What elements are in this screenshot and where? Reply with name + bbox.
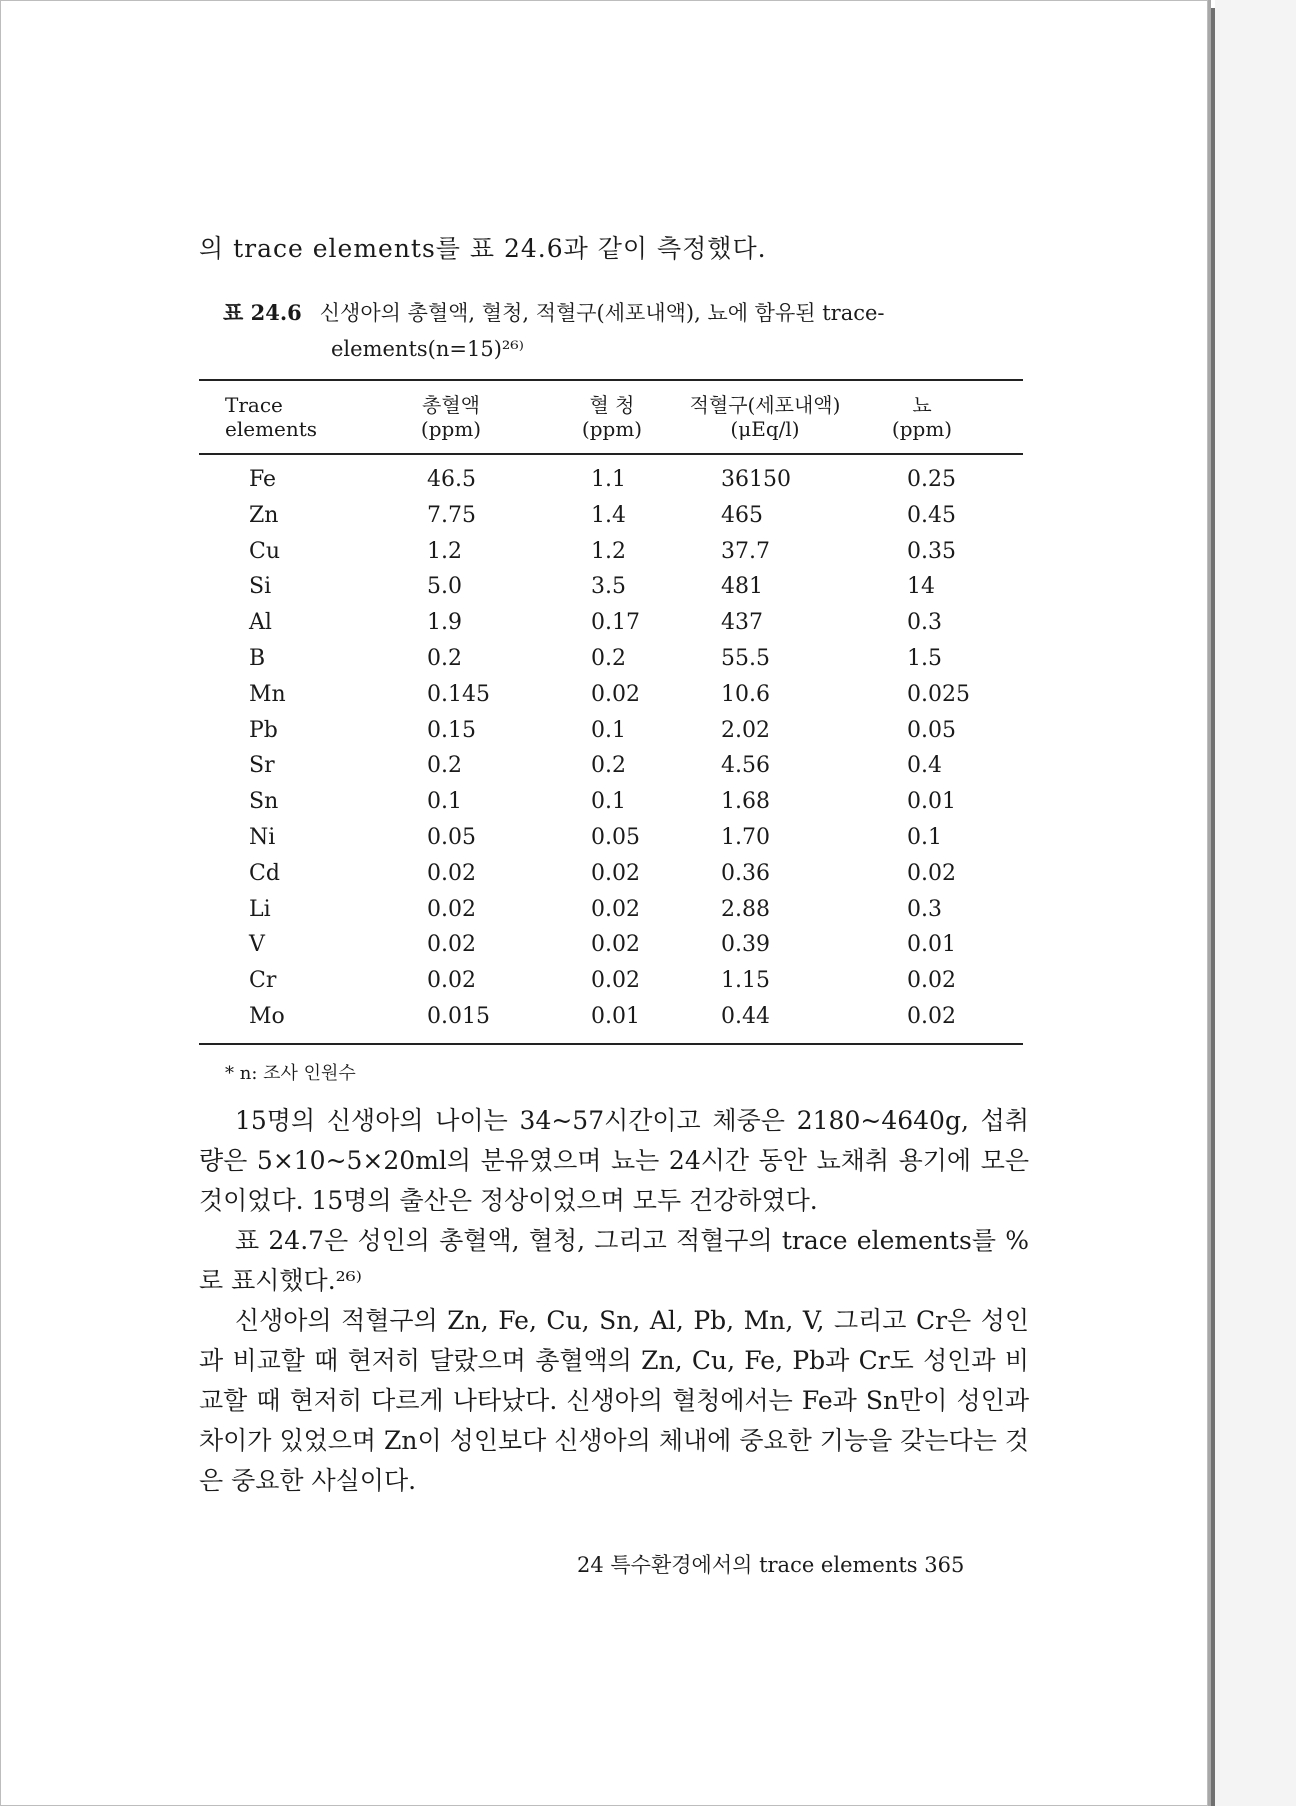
table-footnote: * n: 조사 인원수 bbox=[225, 1063, 356, 1084]
cell-serum: 0.05 bbox=[591, 825, 640, 850]
cell-serum: 0.01 bbox=[591, 1004, 640, 1029]
cell-serum: 1.1 bbox=[591, 467, 626, 492]
cell-whole-blood: 7.75 bbox=[427, 502, 476, 528]
cell-element: Cu bbox=[249, 538, 281, 564]
cell-serum: 1.2 bbox=[591, 538, 626, 564]
cell-element: Sn bbox=[249, 789, 279, 815]
cell-element: Pb bbox=[249, 717, 278, 743]
cell-whole-blood: 1.9 bbox=[427, 610, 462, 636]
cell-red-cells: 1.15 bbox=[721, 968, 770, 994]
cell-serum: 0.2 bbox=[591, 753, 626, 779]
cell-urine: 0.3 bbox=[907, 610, 942, 636]
cell-serum: 0.17 bbox=[591, 610, 640, 636]
col-header-whole-blood: 총혈액 (ppm) bbox=[420, 393, 482, 441]
cell-element: Li bbox=[249, 896, 271, 922]
cell-red-cells: 36150 bbox=[721, 467, 791, 492]
table-row bbox=[1, 539, 1101, 571]
col-header-serum: 혈 청 (ppm) bbox=[581, 393, 643, 441]
table-row bbox=[1, 968, 1101, 1000]
table-row bbox=[1, 1004, 1101, 1036]
paragraph-1: 15명의 신생아의 나이는 34~57시간이고 체중은 2180~4640g, 섭취량은 5×10~5×20ml의 분유였으며 뇨는 24시간 동안 뇨채취 용기에 모은 것이었다. 15명의 출산은 정상이었으며 모두 건강하였다. bbox=[199, 1106, 1029, 1215]
cell-urine: 0.4 bbox=[907, 753, 942, 779]
cell-element: Mo bbox=[249, 1004, 285, 1029]
cell-urine: 14 bbox=[907, 574, 935, 600]
cell-serum: 0.1 bbox=[591, 789, 626, 815]
cell-whole-blood: 5.0 bbox=[427, 574, 462, 600]
cell-serum: 0.02 bbox=[591, 860, 640, 886]
cell-whole-blood: 0.015 bbox=[427, 1004, 490, 1029]
col-header-elements: Trace elements bbox=[225, 393, 318, 441]
paragraph-2: 표 24.7은 성인의 총혈액, 혈청, 그리고 적혈구의 trace elements를 %로 표시했다.²⁶⁾ bbox=[199, 1226, 1029, 1295]
table-caption-line2: elements(n=15)²⁶⁾ bbox=[331, 337, 524, 361]
cell-serum: 0.02 bbox=[591, 681, 640, 707]
table-row bbox=[1, 825, 1101, 857]
cell-element: Fe bbox=[249, 467, 277, 492]
cell-urine: 0.3 bbox=[907, 896, 942, 922]
cell-serum: 0.02 bbox=[591, 896, 640, 922]
cell-whole-blood: 0.145 bbox=[427, 681, 490, 707]
cell-urine: 0.02 bbox=[907, 1004, 956, 1029]
col-header-urine: 뇨 (ppm) bbox=[891, 393, 953, 441]
table-row bbox=[1, 503, 1101, 535]
cell-whole-blood: 0.15 bbox=[427, 717, 476, 743]
cell-urine: 0.1 bbox=[907, 825, 942, 850]
cell-element: Cr bbox=[249, 968, 277, 994]
cell-urine: 0.025 bbox=[907, 681, 970, 707]
table-bottom-rule bbox=[199, 1043, 1023, 1045]
col-header-red-cells: 적혈구(세포내액) (μEq/l) bbox=[689, 393, 841, 441]
cell-whole-blood: 46.5 bbox=[427, 467, 476, 492]
cell-whole-blood: 0.02 bbox=[427, 896, 476, 922]
table-row bbox=[1, 646, 1101, 678]
cell-red-cells: 481 bbox=[721, 574, 763, 600]
cell-element: Cd bbox=[249, 860, 280, 886]
cell-element: V bbox=[249, 932, 265, 958]
cell-red-cells: 465 bbox=[721, 502, 763, 528]
cell-red-cells: 55.5 bbox=[721, 646, 770, 671]
cell-element: Zn bbox=[249, 502, 279, 528]
cell-serum: 0.02 bbox=[591, 932, 640, 958]
cell-element: Sr bbox=[249, 753, 275, 779]
table-header-rule bbox=[199, 453, 1023, 455]
table-row bbox=[1, 718, 1101, 750]
cell-red-cells: 10.6 bbox=[721, 681, 770, 707]
cell-red-cells: 1.68 bbox=[721, 789, 770, 815]
cell-urine: 0.01 bbox=[907, 789, 956, 815]
cell-whole-blood: 0.2 bbox=[427, 753, 462, 779]
table-row bbox=[1, 467, 1101, 499]
cell-red-cells: 0.39 bbox=[721, 932, 770, 958]
cell-urine: 0.35 bbox=[907, 538, 956, 564]
cell-red-cells: 4.56 bbox=[721, 753, 770, 779]
cell-whole-blood: 0.02 bbox=[427, 932, 476, 958]
cell-red-cells: 37.7 bbox=[721, 538, 770, 564]
cell-whole-blood: 0.02 bbox=[427, 860, 476, 886]
cell-urine: 0.25 bbox=[907, 467, 956, 492]
table-top-rule bbox=[199, 379, 1023, 381]
cell-serum: 0.02 bbox=[591, 968, 640, 994]
cell-urine: 0.02 bbox=[907, 968, 956, 994]
table-row bbox=[1, 897, 1101, 929]
cell-whole-blood: 0.05 bbox=[427, 825, 476, 850]
table-caption-text: 신생아의 총혈액, 혈청, 적혈구(세포내액), 뇨에 함유된 trace- bbox=[319, 301, 885, 325]
table-caption bbox=[223, 297, 885, 327]
cell-red-cells: 2.88 bbox=[721, 896, 770, 922]
intro-line: 의 trace elements를 표 24.6과 같이 측정했다. bbox=[199, 234, 767, 263]
cell-whole-blood: 0.02 bbox=[427, 968, 476, 994]
cell-serum: 3.5 bbox=[591, 574, 626, 600]
cell-element: Mn bbox=[249, 681, 286, 707]
cell-red-cells: 437 bbox=[721, 610, 763, 636]
cell-red-cells: 0.44 bbox=[721, 1004, 770, 1029]
cell-red-cells: 2.02 bbox=[721, 717, 770, 743]
cell-urine: 0.45 bbox=[907, 502, 956, 528]
cell-red-cells: 0.36 bbox=[721, 860, 770, 886]
table-row bbox=[1, 861, 1101, 893]
cell-whole-blood: 0.2 bbox=[427, 646, 462, 671]
cell-whole-blood: 0.1 bbox=[427, 789, 462, 815]
cell-serum: 1.4 bbox=[591, 502, 626, 528]
page-margin-background bbox=[1215, 0, 1296, 1806]
cell-urine: 1.5 bbox=[907, 646, 942, 671]
running-footer: 24 특수환경에서의 trace elements 365 bbox=[577, 1553, 965, 1577]
cell-whole-blood: 1.2 bbox=[427, 538, 462, 564]
cell-element: Ni bbox=[249, 825, 276, 850]
cell-urine: 0.02 bbox=[907, 860, 956, 886]
body-text bbox=[199, 1101, 1029, 1501]
table-row bbox=[1, 574, 1101, 606]
cell-urine: 0.01 bbox=[907, 932, 956, 958]
cell-serum: 0.2 bbox=[591, 646, 626, 671]
table-row bbox=[1, 932, 1101, 964]
table-row bbox=[1, 610, 1101, 642]
table-row bbox=[1, 789, 1101, 821]
table-caption-number: 표 24.6 bbox=[223, 300, 302, 325]
cell-red-cells: 1.70 bbox=[721, 825, 770, 850]
cell-urine: 0.05 bbox=[907, 717, 956, 743]
cell-element: Al bbox=[249, 610, 272, 636]
table-row bbox=[1, 753, 1101, 785]
paragraph-3: 신생아의 적혈구의 Zn, Fe, Cu, Sn, Al, Pb, Mn, V, 그리고 Cr은 성인과 비교할 때 현저히 달랐으며 총혈액의 Zn, Cu, Fe, Pb과 Cr도 성인과 비교할 때 현저히 다르게 나타났다. 신생아의 혈청에서는 Fe과 Sn만이 성인과 차이가 있었으며 Zn이 성인보다 신생아의 체내에 중요한 기능을 갖는다는 것은 중요한 사실이다. bbox=[199, 1306, 1029, 1495]
cell-element: Si bbox=[249, 574, 272, 600]
cell-serum: 0.1 bbox=[591, 717, 626, 743]
cell-element: B bbox=[249, 646, 266, 671]
table-row bbox=[1, 682, 1101, 714]
